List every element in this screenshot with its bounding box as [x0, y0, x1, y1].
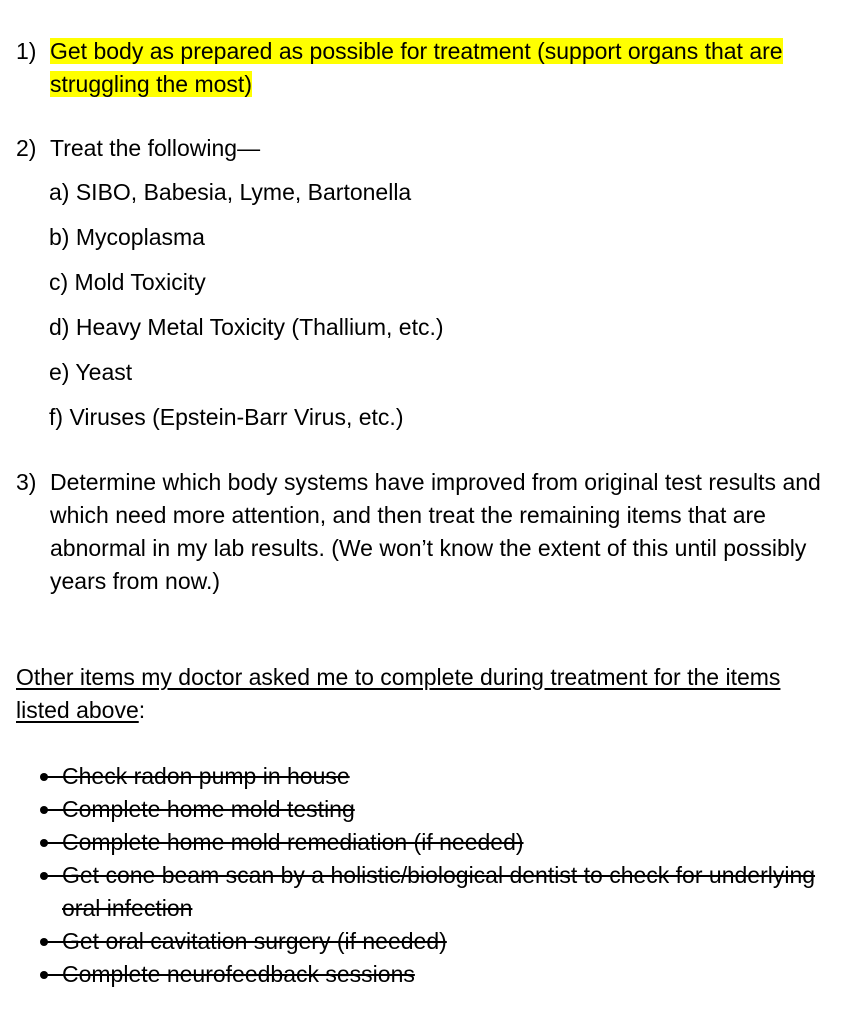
- step-3: [16, 466, 846, 598]
- step-1: [16, 35, 846, 101]
- heading-colon: :: [138, 697, 146, 723]
- other-items-heading: [16, 661, 816, 727]
- list-item: a) SIBO, Babesia, Lyme, Bartonella: [49, 179, 412, 205]
- list-item: [36, 925, 826, 958]
- task-text: Complete home mold testing: [62, 796, 355, 822]
- step-number: 1): [16, 38, 37, 64]
- list-item: [36, 793, 826, 826]
- step-3-text: Determine which body systems have improved from original test results and which need more attention, and then treat the remaining items that are abnormal in my lab results. (We won’t know the extent of this until possibly years from now.): [50, 469, 821, 594]
- list-item: [36, 859, 826, 925]
- step-number: 2): [16, 135, 37, 161]
- task-text: Check radon pump in house: [62, 763, 350, 789]
- completed-tasks-list: [36, 760, 826, 991]
- step-number: 3): [16, 469, 37, 495]
- task-text: Complete home mold remediation (if needed): [62, 829, 524, 855]
- list-item: c) Mold Toxicity: [49, 269, 206, 295]
- step-1-text: Get body as prepared as possible for treatment (support organs that are struggling the most): [50, 38, 783, 97]
- other-items-heading-text: Other items my doctor asked me to complete during treatment for the items listed above: [16, 664, 781, 723]
- list-item: f) Viruses (Epstein-Barr Virus, etc.): [49, 404, 404, 430]
- task-text: Complete neurofeedback sessions: [62, 961, 415, 987]
- list-item: [36, 826, 826, 859]
- step-2: [16, 132, 846, 165]
- list-item: e) Yeast: [49, 359, 133, 385]
- step-2-text: Treat the following—: [50, 135, 261, 161]
- task-text: Get oral cavitation surgery (if needed): [62, 928, 447, 954]
- list-item: b) Mycoplasma: [49, 224, 205, 250]
- task-text: Get cone beam scan by a holistic/biological dentist to check for underlying oral infection: [62, 862, 816, 921]
- treat-items-list: [49, 176, 444, 446]
- list-item: [36, 760, 826, 793]
- list-item: d) Heavy Metal Toxicity (Thallium, etc.): [49, 314, 444, 340]
- list-item: [36, 958, 826, 991]
